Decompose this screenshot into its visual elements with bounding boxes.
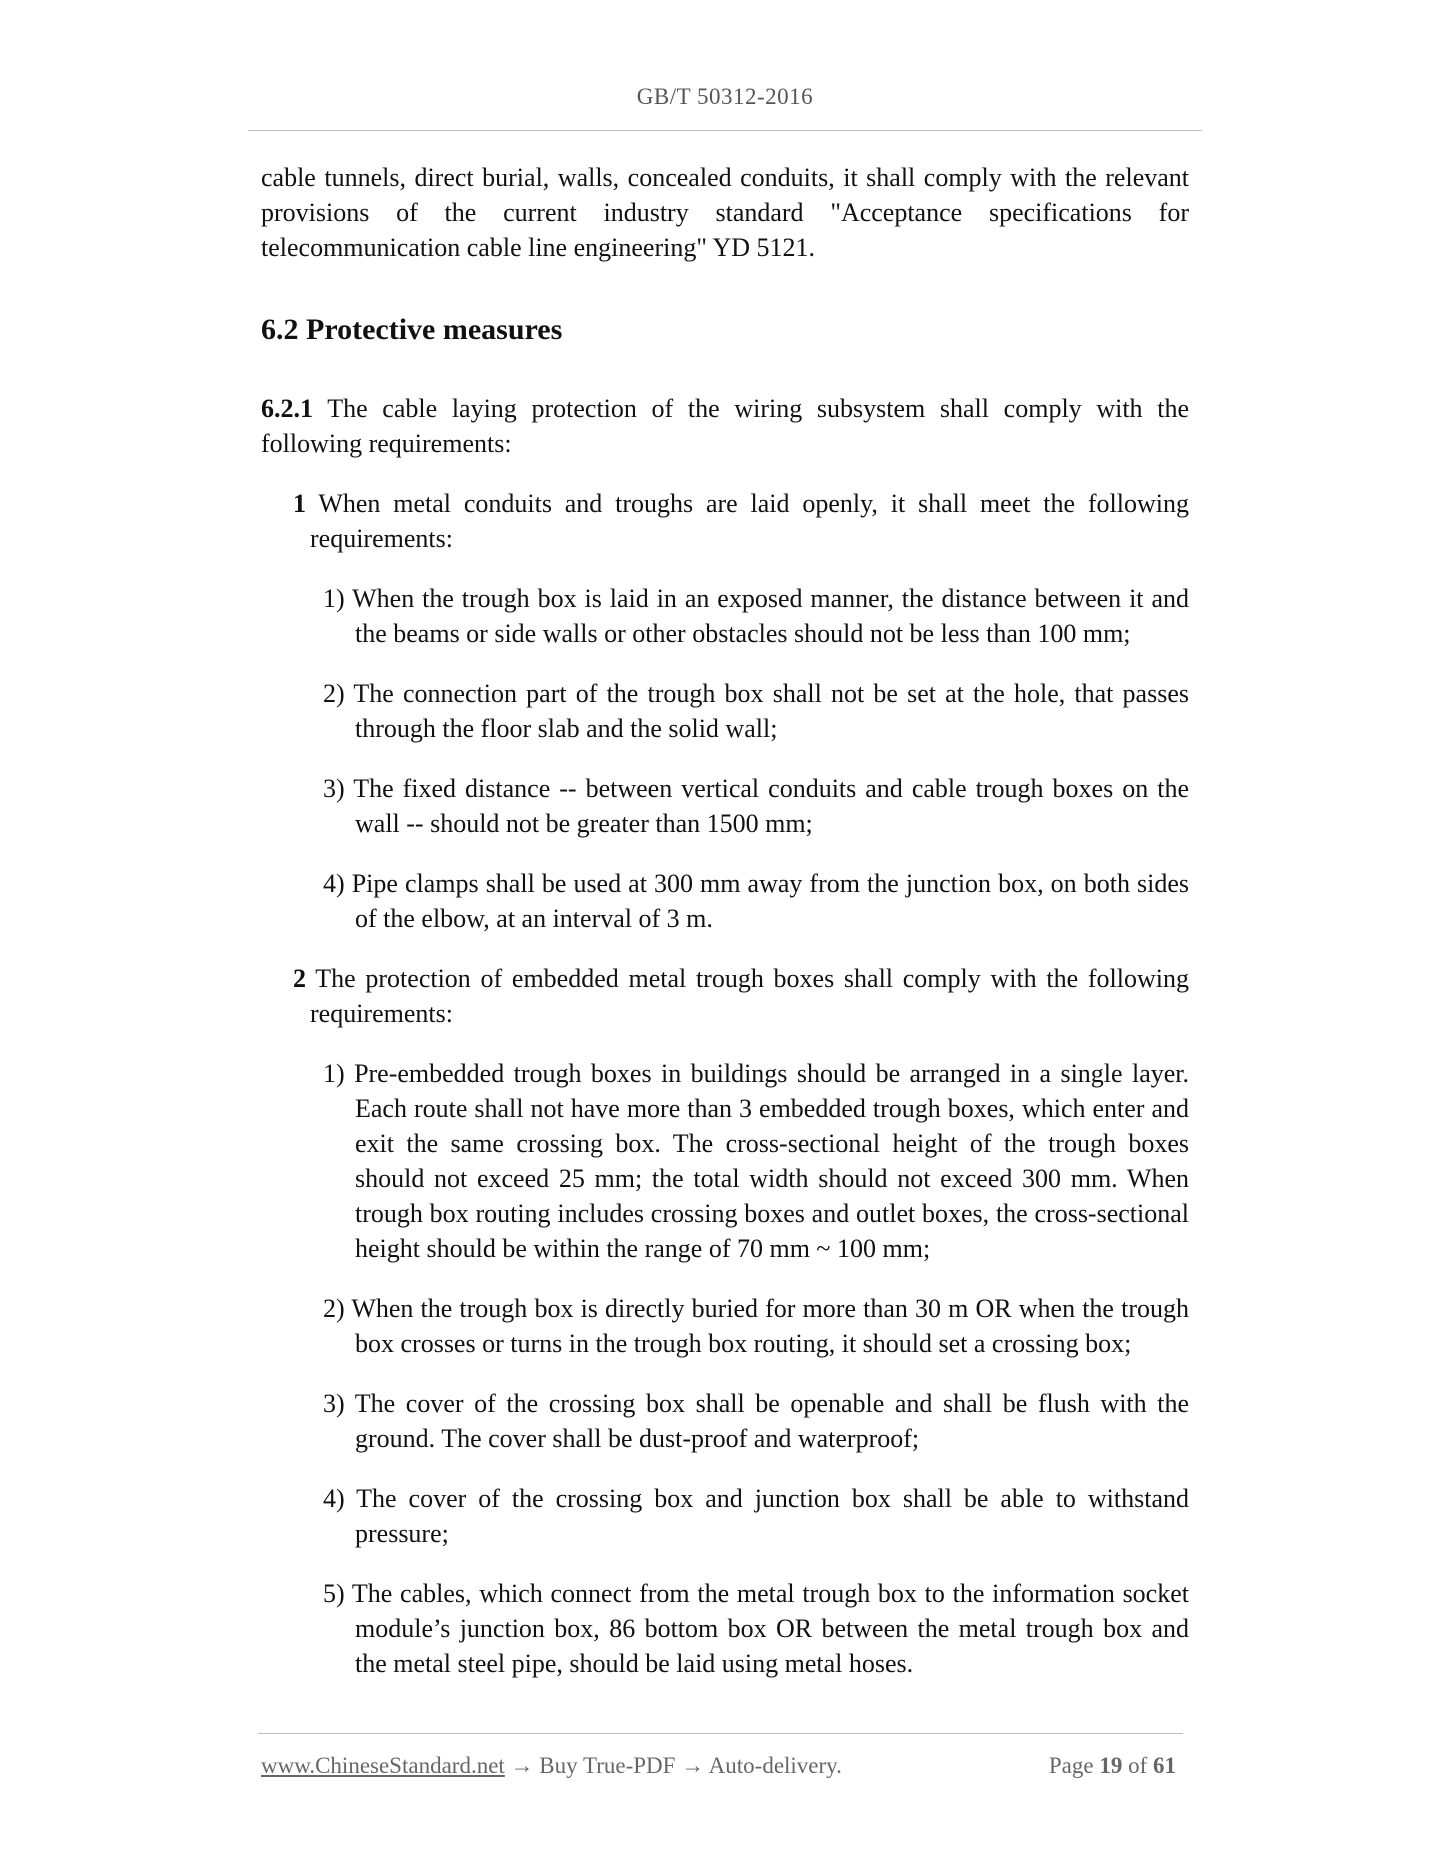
list-item-1 [293, 486, 1189, 556]
subitem: 4) The cover of the crossing box and junction box shall be able to withstand pressure; [323, 1484, 1189, 1548]
footer-promo-text: → Buy True-PDF → Auto-delivery. [504, 1753, 842, 1778]
item-number: 2 [293, 964, 306, 993]
subitem: 1) When the trough box is laid in an exposed manner, the distance between it and the beams or side walls or other obstacles should not be less than 100 mm; [323, 584, 1189, 648]
page-of-label: of [1122, 1753, 1153, 1778]
footer-promo [261, 1753, 842, 1779]
current-page-number: 19 [1099, 1753, 1123, 1778]
item-number: 1 [293, 489, 306, 518]
page-indicator [1049, 1753, 1176, 1779]
subitem: 5) The cables, which connect from the metal trough box to the information socket module’s junction box, 86 bottom box OR between the metal trough box and the metal steel pipe, should be laid using metal hoses. [323, 1579, 1189, 1678]
sublist-item-1 [261, 581, 1189, 936]
list-item-2 [293, 961, 1189, 1031]
page-header-title: GB/T 50312-2016 [636, 84, 814, 109]
subitem: 4) Pipe clamps shall be used at 300 mm away from the junction box, on both sides of the elbow, at an interval of 3 m. [323, 869, 1189, 933]
item-text: The protection of embedded metal trough boxes shall comply with the following requirements: [306, 964, 1189, 1028]
website-link[interactable]: www.ChineseStandard.net [261, 1753, 505, 1778]
subitem: 3) The cover of the crossing box shall be openable and shall be flush with the ground. The cover shall be dust-proof and waterproof; [323, 1389, 1189, 1453]
footer-divider [258, 1733, 1183, 1734]
item-text: When metal conduits and troughs are laid openly, it shall meet the following requirements: [306, 489, 1189, 553]
header-divider [248, 130, 1202, 131]
subitem: 1) Pre-embedded trough boxes in buildings should be arranged in a single layer. Each route shall not have more than 3 embedded trough boxes, which enter and exit the same crossing box. The cross-sectional height of the trough boxes should not exceed 25 mm; the total width should not exceed 300 mm. When trough box routing includes crossing boxes and outlet boxes, the cross-sectional height should be within the range of 70 mm ~ 100 mm; [323, 1059, 1189, 1263]
clause-6-2-1 [261, 391, 1189, 461]
page-label: Page [1048, 1753, 1100, 1778]
subitem: 2) The connection part of the trough box shall not be set at the hole, that passes through the floor slab and the solid wall; [323, 679, 1189, 743]
document-body [261, 160, 1189, 1681]
clause-text: The cable laying protection of the wiring subsystem shall comply with the following requirements: [261, 394, 1189, 458]
section-heading: 6.2 Protective measures [261, 313, 563, 346]
sublist-item-2 [261, 1056, 1189, 1681]
subitem: 2) When the trough box is directly buried for more than 30 m OR when the trough box crosses or turns in the trough box routing, it should set a crossing box; [323, 1294, 1189, 1358]
total-pages-number: 61 [1153, 1753, 1176, 1778]
clause-number: 6.2.1 [261, 394, 313, 423]
subitem: 3) The fixed distance -- between vertical conduits and cable trough boxes on the wall -- should not be greater than 1500 mm; [323, 774, 1189, 838]
intro-paragraph: cable tunnels, direct burial, walls, concealed conduits, it shall comply with the relevant provisions of the current industry standard "Acceptance specifications for telecommunication cable line engineering" YD 5121. [261, 163, 1189, 262]
